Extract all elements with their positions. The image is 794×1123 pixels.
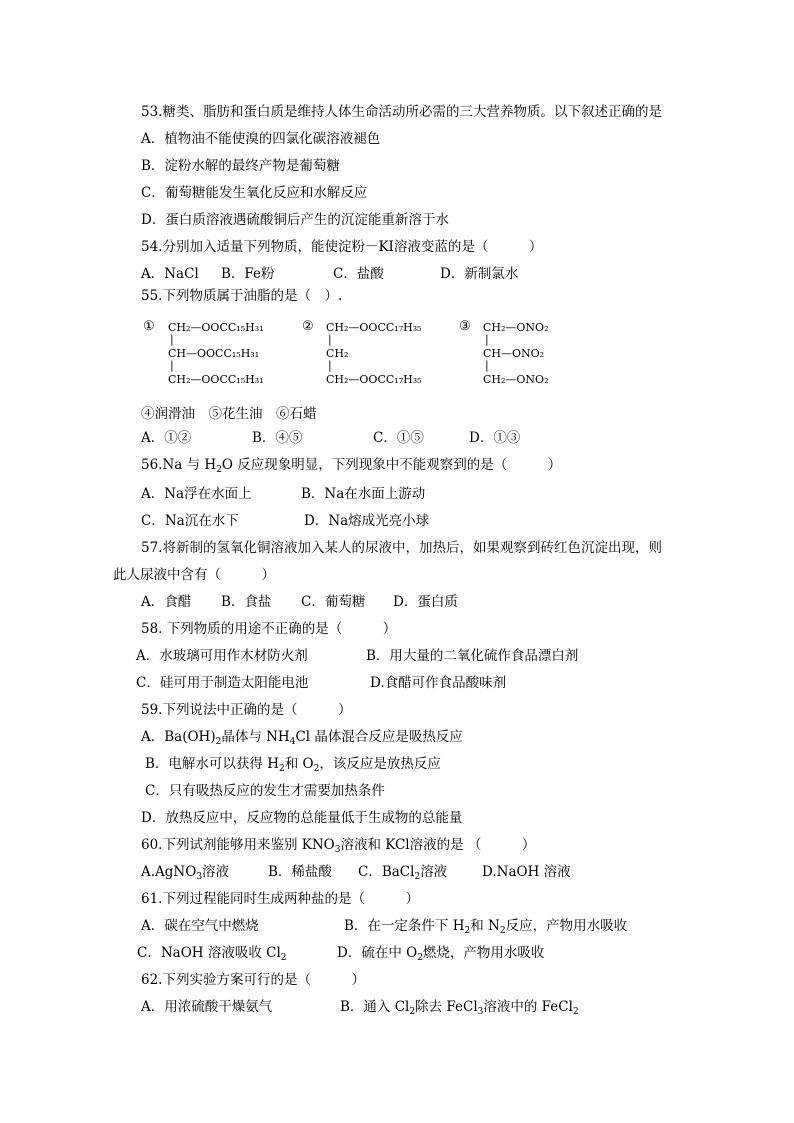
structure-3-line-3: CH₂—ONO₂ xyxy=(483,373,549,386)
q59-option-c: C．只有吸热反应的发生才需要加热条件 xyxy=(145,783,385,799)
structure-3-bond: | xyxy=(485,359,489,372)
q59-option-a: A．$Ba(OH)_2$晶体与 $NH_4Cl$ 晶体混合反应是吸热反应 xyxy=(141,729,463,747)
q58-option-a: A．水玻璃可用作木材防火剂 xyxy=(136,648,308,664)
q54-option-c: C．盐酸 xyxy=(333,266,384,282)
q61-option-d: D．硫在中 $O_2$燃烧，产物用水吸收 xyxy=(337,945,545,963)
q53-option-a: A．植物油不能使溴的四氯化碳溶液褪色 xyxy=(141,131,381,147)
q56-option-b: B．Na在水面上游动 xyxy=(301,486,426,502)
structure-2-line-1: CH₂—OOCC₁₇H₃₅ xyxy=(326,321,422,334)
q56-option-c: C．Na沉在水下 xyxy=(141,513,239,529)
q57-option-b: B．食盐 xyxy=(221,594,272,610)
q54-stem: 54.分别加入适量下列物质，能使淀粉－KI溶液变蓝的是（ ） xyxy=(141,239,543,255)
q56-stem: 56.Na 与 $H_2O$ 反应现象明显，下列现象中不能观察到的是（ ） xyxy=(141,457,562,475)
structure-2-bond: | xyxy=(328,359,332,372)
q53-option-d: D．蛋白质溶液遇硫酸铜后产生的沉淀能重新溶于水 xyxy=(141,212,449,228)
q61-option-b: B．在一定条件下 $H_2$和 $N_2$反应，产物用水吸收 xyxy=(344,918,628,936)
q55-option-d: D．①③ xyxy=(469,430,521,446)
q60-option-a: A.AgNO$_3$溶液 xyxy=(141,864,230,882)
q61-option-c: C．NaOH 溶液吸收 $Cl_2$ xyxy=(137,945,287,963)
structure-3-line-2: CH—ONO₂ xyxy=(483,347,545,360)
q60-stem: 60.下列试剂能够用来鉴别 $KNO_3$溶液和 KCl溶液的是 （ ） xyxy=(141,837,536,855)
q58-option-c: C．硅可用于制造太阳能电池 xyxy=(136,675,309,691)
q55-option-c: C．①⑤ xyxy=(373,430,424,446)
structure-2-line-3: CH₂—OOCC₁₇H₃₅ xyxy=(326,373,422,386)
structure-1-number: ① xyxy=(143,319,155,334)
q53-option-c: C．葡萄糖能发生氧化反应和水解反应 xyxy=(141,185,368,201)
q54-option-d: D．新制氯水 xyxy=(440,266,519,282)
q53-option-b: B．淀粉水解的最终产物是葡萄糖 xyxy=(141,158,340,174)
q56-option-a: A．Na浮在水面上 xyxy=(141,486,252,502)
q54-option-b: B．Fe粉 xyxy=(221,266,275,282)
q60-option-c: C．BaCl$_2$溶液 xyxy=(358,864,448,882)
q55-other-substances: ④润滑油 ⑤花生油 ⑥石蜡 xyxy=(141,406,317,422)
q57-stem-line-1: 57.将新制的氢氧化铜溶液加入某人的尿液中，加热后，如果观察到砖红色沉淀出现，则 xyxy=(141,540,662,556)
q60-option-d: D.NaOH 溶液 xyxy=(482,864,571,880)
structure-3-number: ③ xyxy=(459,319,471,334)
q55-option-b: B．④⑤ xyxy=(252,430,303,446)
q57-option-a: A．食醋 xyxy=(141,594,192,610)
structure-2-bond: | xyxy=(328,333,332,346)
structure-2-number: ② xyxy=(302,319,314,334)
q57-stem-line-2: 此人尿液中含有（ ） xyxy=(113,567,275,583)
q54-option-a: A．NaCl xyxy=(141,266,199,282)
q61-stem: 61.下列过程能同时生成两种盐的是（ ） xyxy=(141,891,419,907)
structure-1-line-1: CH₂—OOCC₁₅H₃₁ xyxy=(168,321,264,334)
q62-option-a: A．用浓硫酸干燥氨气 xyxy=(141,999,273,1015)
q57-option-c: C．葡萄糖 xyxy=(301,594,366,610)
structure-2-line-2: CH₂ xyxy=(326,347,349,360)
q59-option-b: B．电解水可以获得 $H_2$和 $O_2$，该反应是放热反应 xyxy=(145,756,441,774)
q58-option-b: B．用大量的二氧化硫作食品漂白剂 xyxy=(366,648,579,664)
q58-option-d: D.食醋可作食品酸味剂 xyxy=(370,675,507,691)
q58-stem: 58. 下列物质的用途不正确的是（ ） xyxy=(141,621,397,637)
q56-option-d: D．Na熔成光亮小球 xyxy=(304,513,430,529)
structure-1-bond: | xyxy=(170,333,174,346)
q62-stem: 62.下列实验方案可行的是（ ） xyxy=(141,972,365,988)
q55-stem: 55.下列物质属于油脂的是（ ）. xyxy=(141,288,343,304)
structure-1-bond: | xyxy=(170,359,174,372)
q53-stem: 53.糖类、脂肪和蛋白质是维持人体生命活动所必需的三大营养物质。以下叙述正确的是 xyxy=(141,104,662,120)
structure-1-line-2: CH—OOCC₁₅H₃₁ xyxy=(168,347,260,360)
structure-1-line-3: CH₂—OOCC₁₅H₃₁ xyxy=(168,373,264,386)
q55-option-a: A．①② xyxy=(141,430,192,446)
q62-option-b: B．通入 $Cl_2$除去 FeCl$_3$溶液中的 FeCl$_2$ xyxy=(340,999,579,1017)
q61-option-a: A．碳在空气中燃烧 xyxy=(141,918,259,934)
q57-option-d: D．蛋白质 xyxy=(393,594,458,610)
structure-3-bond: | xyxy=(485,333,489,346)
structure-3-line-1: CH₂—ONO₂ xyxy=(483,321,549,334)
q60-option-b: B．稀盐酸 xyxy=(268,864,332,880)
q59-option-d: D．放热反应中，反应物的总能量低于生成物的总能量 xyxy=(141,810,463,826)
q59-stem: 59.下列说法中正确的是（ ） xyxy=(141,702,352,718)
